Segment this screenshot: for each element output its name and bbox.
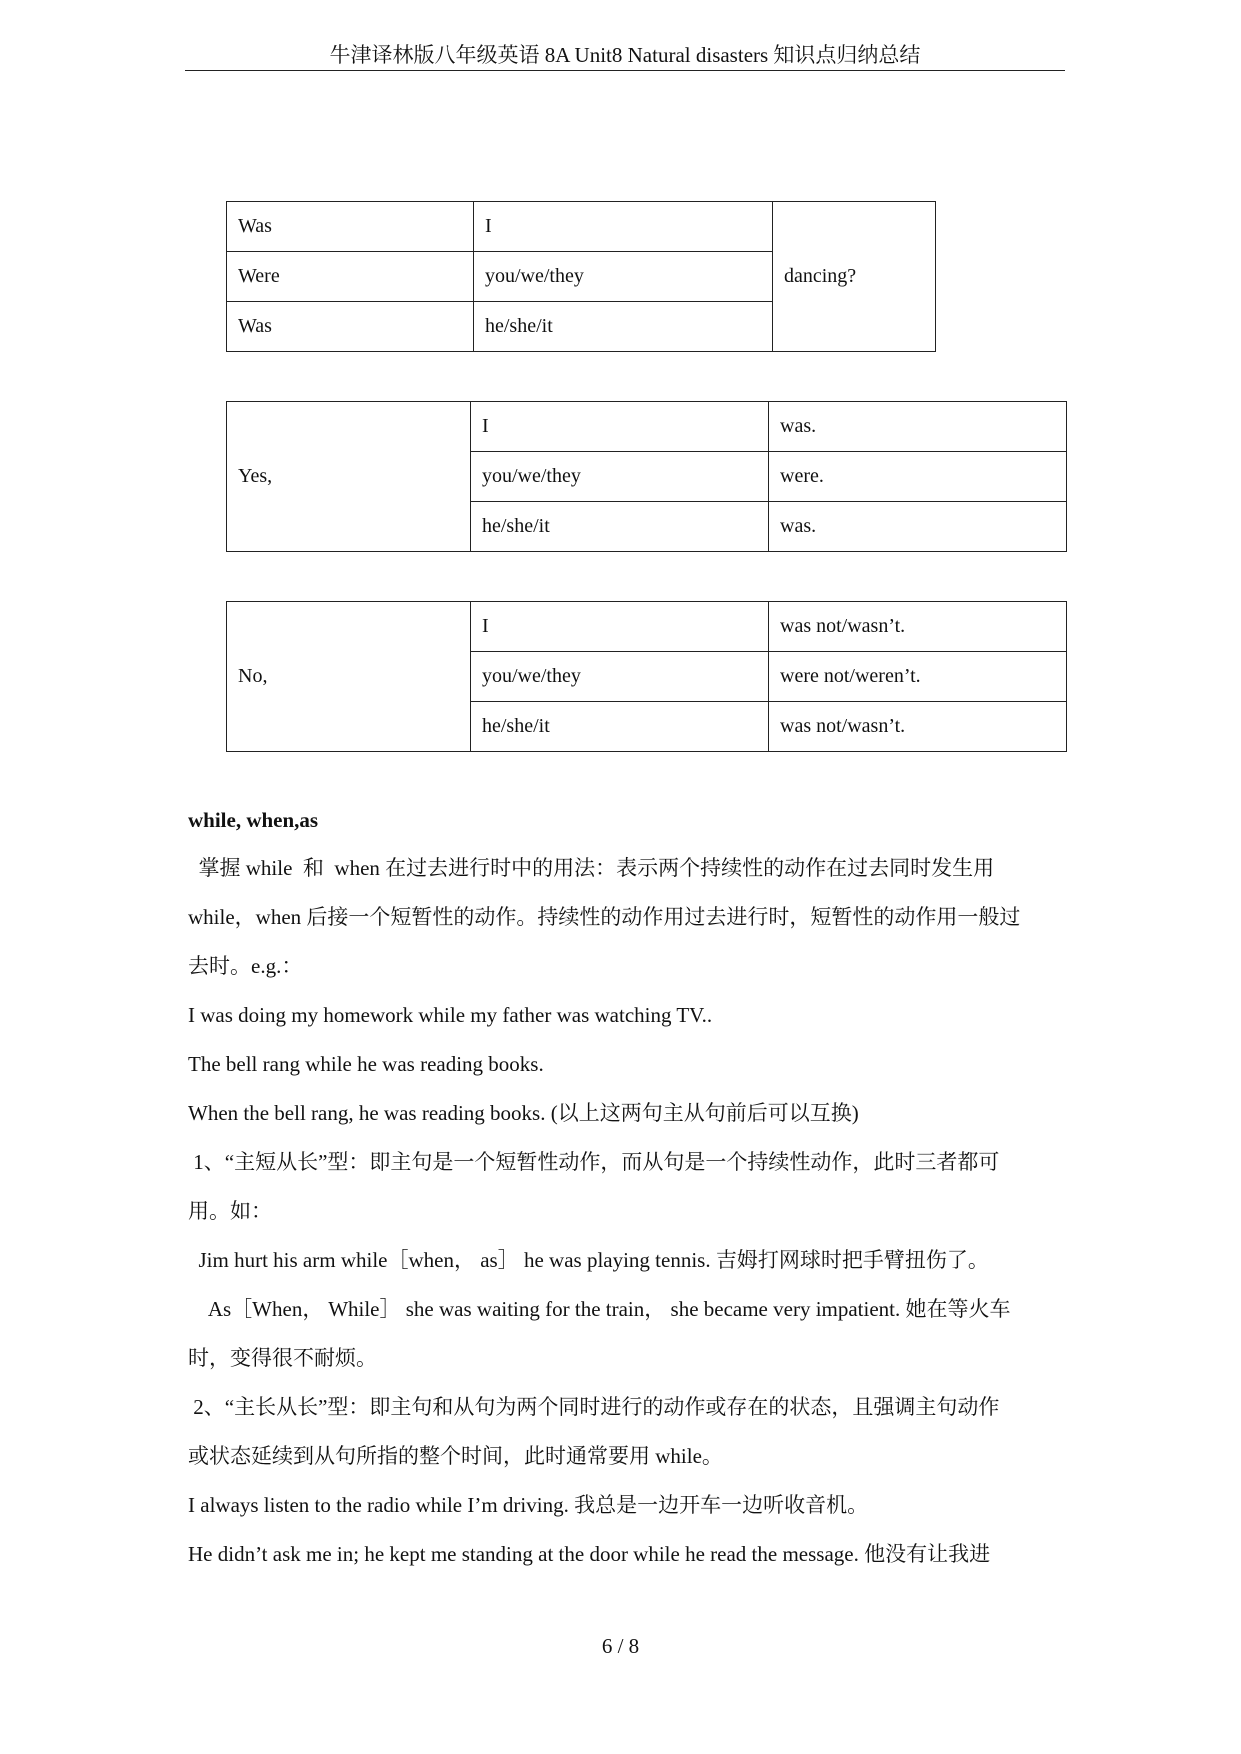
text-line: I always listen to the radio while I’m driving. 我总是一边开车一边听收音机。 (188, 1493, 869, 1517)
text-line: I was doing my homework while my father was watching TV.. (188, 1003, 713, 1027)
question-table (226, 201, 936, 352)
table-cell-lead: Yes, (227, 402, 471, 552)
header-rule (185, 70, 1065, 71)
table-cell-verb: Was (227, 202, 474, 252)
table-cell-lead: No, (227, 602, 471, 752)
table-cell-verb: was not/wasn’t. (769, 602, 1067, 652)
text-line: The bell rang while he was reading books. (188, 1052, 544, 1076)
text-line: Jim hurt his arm while［when， as］ he was playing tennis. 吉姆打网球时把手臂扭伤了。 (188, 1248, 989, 1272)
text-line: 2、“主长从长”型：即主句和从句为两个同时进行的动作或存在的状态，且强调主句动作 (188, 1395, 1000, 1419)
section-title: while, when,as (188, 808, 319, 832)
table-row (227, 402, 1067, 452)
text-line: As［When， While］ she was waiting for the train， she became very impatient. 她在等火车 (188, 1297, 1011, 1321)
table-cell-verb: was not/wasn’t. (769, 702, 1067, 752)
text-line: 1、“主短从长”型：即主句是一个短暂性动作，而从句是一个持续性动作，此时三者都可 (188, 1150, 1000, 1174)
table-cell-subject: I (474, 202, 773, 252)
table-row (227, 602, 1067, 652)
table-cell-subject: he/she/it (471, 502, 769, 552)
table-cell-subject: you/we/they (471, 652, 769, 702)
table-cell-subject: he/she/it (474, 302, 773, 352)
table-cell-verb: were. (769, 452, 1067, 502)
table-cell-verb: Were (227, 252, 474, 302)
text-line: 掌握 while 和 when 在过去进行时中的用法：表示两个持续性的动作在过去同时发生用 (188, 856, 995, 880)
table-row (227, 202, 936, 252)
table-cell-verb: was. (769, 402, 1067, 452)
table-cell-subject: he/she/it (471, 702, 769, 752)
table-cell-subject: I (471, 402, 769, 452)
yes-answer-table (226, 401, 1067, 552)
table-cell-predicate: dancing? (773, 202, 936, 352)
text-line: 时，变得很不耐烦。 (188, 1346, 377, 1370)
text-line: He didn’t ask me in; he kept me standing at the door while he read the message. 他没有让我进 (188, 1542, 991, 1566)
table-cell-verb: Was (227, 302, 474, 352)
table-cell-verb: were not/weren’t. (769, 652, 1067, 702)
table-cell-subject: you/we/they (474, 252, 773, 302)
text-line: 去时。e.g.： (188, 954, 303, 978)
text-line: 用。如： (188, 1199, 272, 1223)
no-answer-table (226, 601, 1067, 752)
text-line: When the bell rang, he was reading books. (以上这两句主从句前后可以互换) (188, 1101, 859, 1125)
page-number: 6 / 8 (601, 1634, 640, 1658)
table-cell-subject: I (471, 602, 769, 652)
page-header: 牛津译林版八年级英语 8A Unit8 Natural disasters 知识点归纳总结 (329, 43, 921, 67)
text-line: 或状态延续到从句所指的整个时间，此时通常要用 while。 (188, 1444, 723, 1468)
table-cell-subject: you/we/they (471, 452, 769, 502)
table-cell-verb: was. (769, 502, 1067, 552)
text-line: while，when 后接一个短暂性的动作。持续性的动作用过去进行时，短暂性的动作用一般过 (188, 905, 1021, 929)
